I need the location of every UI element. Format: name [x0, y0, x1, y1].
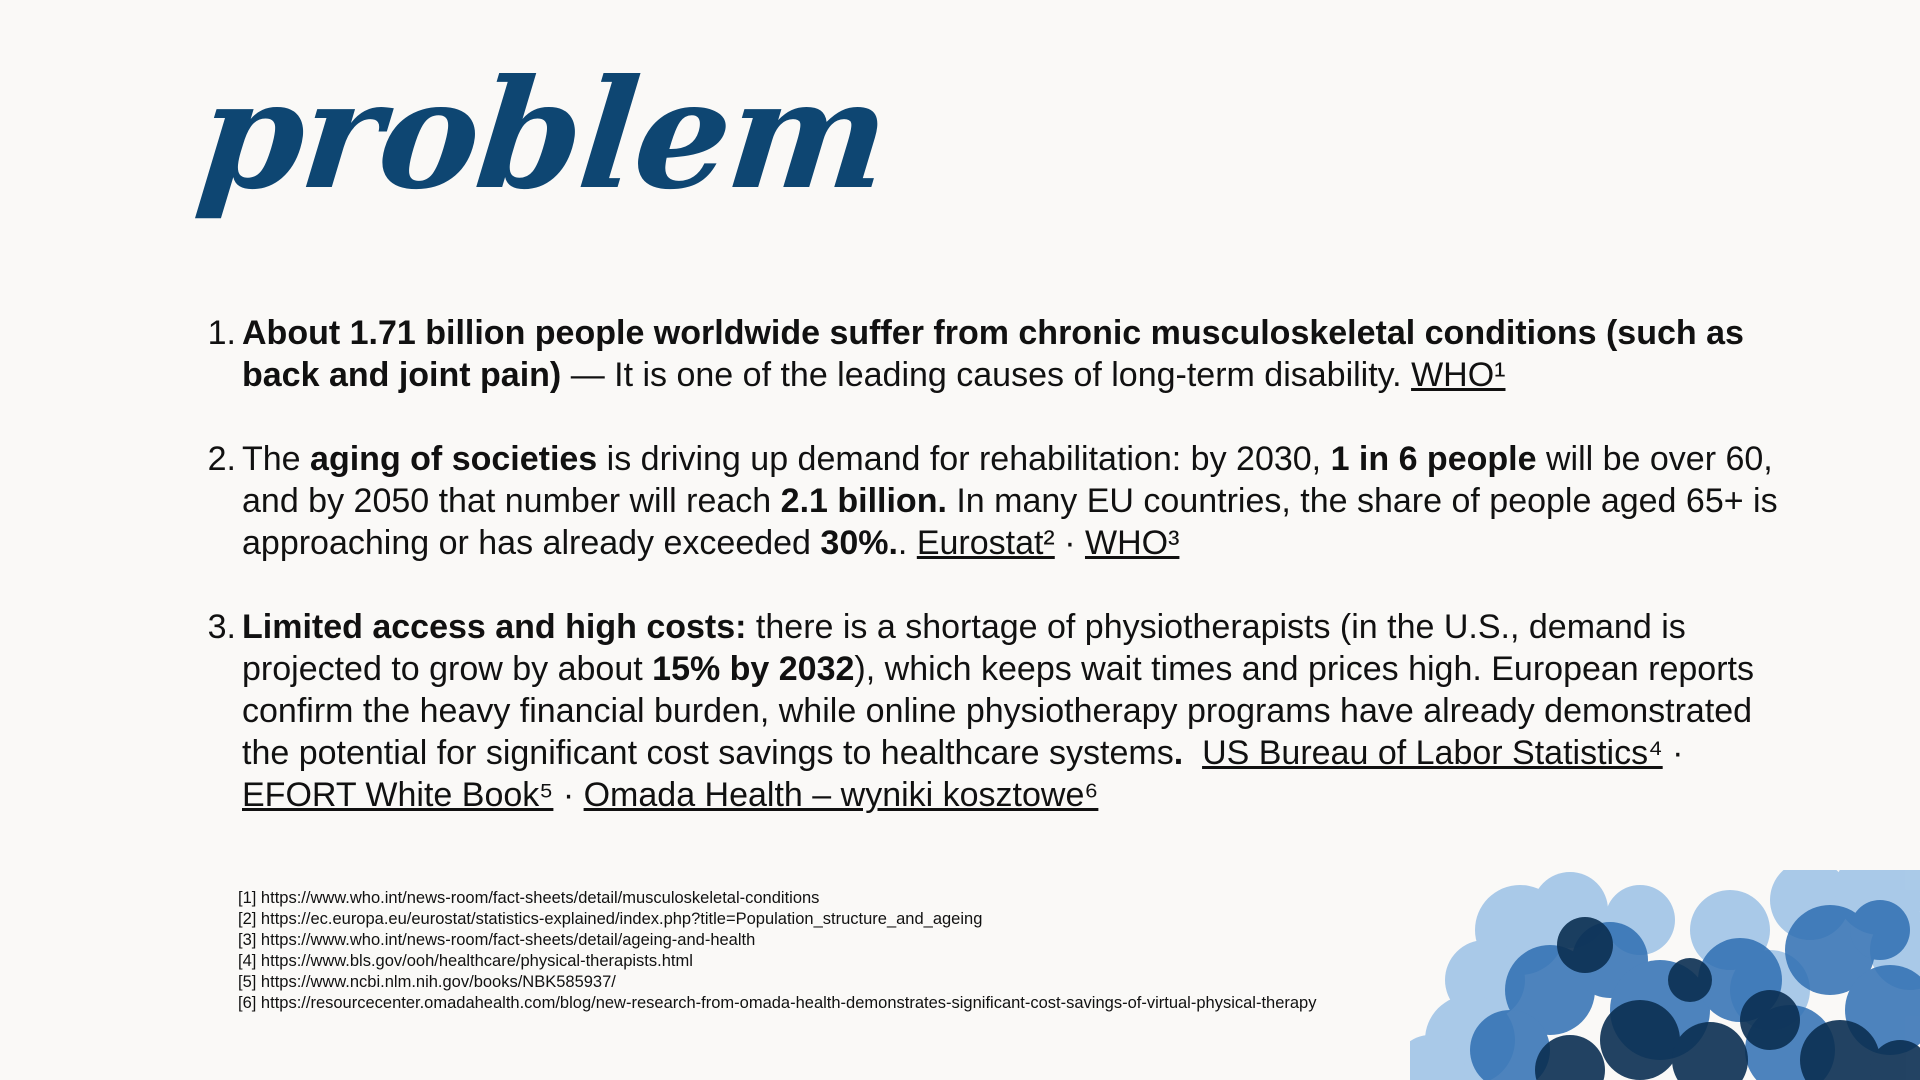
- problem-point-1: [200, 312, 1800, 396]
- who-ageing-link[interactable]: WHO³: [1084, 524, 1180, 562]
- point-text: In many EU countries, the share of people aged 65+ is approaching or has already exceeded: [242, 482, 1778, 562]
- point-text: there is a shortage of physiotherapists (in the U.S., demand is projected to grow by about: [242, 608, 1686, 688]
- footnote-6[interactable]: [6] https://resourcecenter.omadahealth.com/blog/new-research-from-omada-health-demonstrates-significant-cost-savings-of-virtual-physical-therapy: [238, 994, 1317, 1012]
- footnote-2[interactable]: [2] https://ec.europa.eu/eurostat/statistics-explained/index.php?title=Population_structure_and_ageing: [238, 910, 983, 928]
- slide-title: problem: [190, 47, 896, 223]
- footnote-4[interactable]: [4] https://www.bls.gov/ooh/healthcare/physical-therapists.html: [238, 952, 693, 970]
- point-text: The: [242, 440, 311, 478]
- link-separator: ·: [553, 776, 584, 814]
- point-text: — It is one of the leading causes of long-term disability.: [561, 356, 1412, 394]
- point-bold: 2.1 billion.: [780, 482, 947, 520]
- point-text: ), which keeps wait times and prices high. European reports confirm the heavy financial burden, while online physiotherapy programs have already demonstrated the potential for significant cost savings to healthcare systems: [242, 650, 1754, 772]
- footnote-5[interactable]: [5] https://www.ncbi.nlm.nih.gov/books/NBK585937/: [238, 973, 616, 991]
- eurostat-link[interactable]: Eurostat²: [916, 524, 1055, 562]
- point-text: .: [897, 524, 917, 562]
- point-bold: 15% by 2032: [652, 650, 855, 688]
- omada-link[interactable]: Omada Health – wyniki kosztowe⁶: [583, 776, 1099, 814]
- watercolor-blot-decoration: [1410, 870, 1920, 1080]
- footnote-3[interactable]: [3] https://www.who.int/news-room/fact-sheets/detail/ageing-and-health: [238, 931, 756, 949]
- link-separator: ·: [1054, 524, 1085, 562]
- footnote-1[interactable]: [1] https://www.who.int/news-room/fact-sheets/detail/musculoskeletal-conditions: [238, 889, 820, 907]
- footnotes: [238, 888, 1316, 1014]
- point-number: 1.: [207, 314, 236, 352]
- link-separator: ·: [1662, 734, 1684, 772]
- bls-link[interactable]: US Bureau of Labor Statistics⁴: [1202, 734, 1663, 772]
- who-link[interactable]: WHO¹: [1411, 356, 1506, 394]
- point-text: will be over 60, and by 2050 that number will reach: [242, 440, 1773, 520]
- point-bold: aging of societies: [310, 440, 598, 478]
- problem-list: [200, 312, 1800, 858]
- point-text: is driving up demand for rehabilitation: by 2030,: [597, 440, 1331, 478]
- point-number: 2.: [207, 440, 236, 478]
- efort-link[interactable]: EFORT White Book⁵: [242, 776, 554, 814]
- problem-point-3: [200, 606, 1800, 816]
- point-number: 3.: [207, 608, 236, 646]
- point-bold: .: [1173, 734, 1184, 772]
- point-bold: Limited access and high costs:: [242, 608, 747, 646]
- point-bold: About 1.71 billion people worldwide suffer from chronic musculoskeletal conditions (such as back and joint pain): [242, 314, 1744, 394]
- problem-point-2: [200, 438, 1800, 564]
- point-bold: 30%.: [820, 524, 898, 562]
- point-text: [1183, 734, 1202, 772]
- point-bold: 1 in 6 people: [1330, 440, 1537, 478]
